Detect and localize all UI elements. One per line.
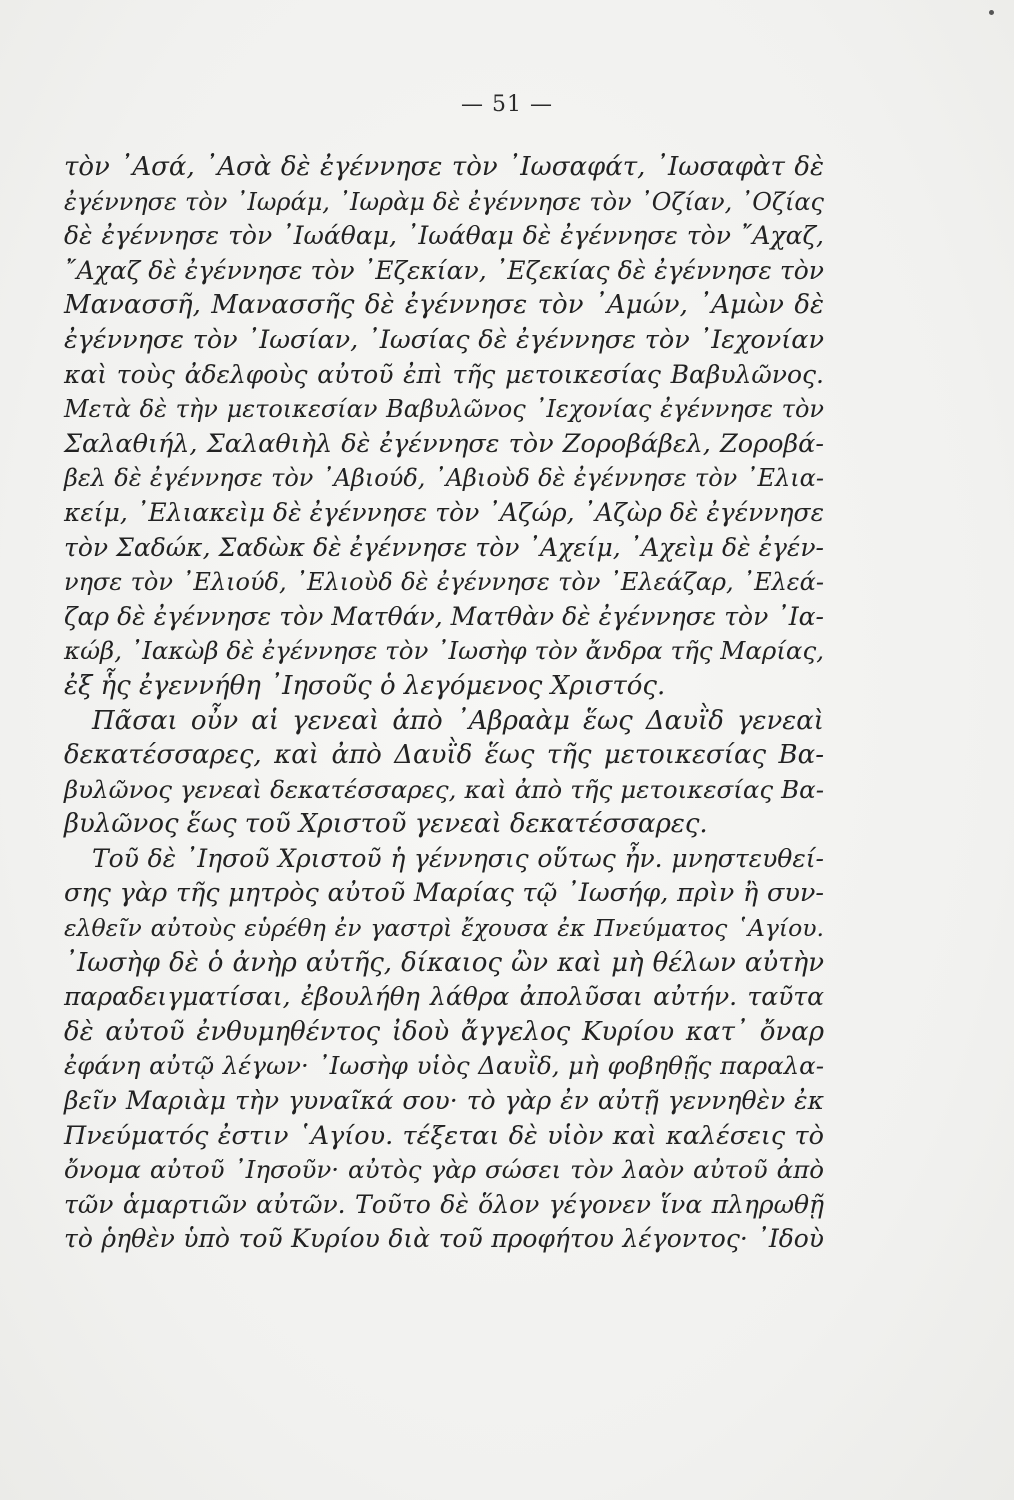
text-line: σης γὰρ τῆς μητρὸς αὐτοῦ Μαρίας τῷ ᾿Ιωσήφ, πρὶν ἢ συν- bbox=[64, 878, 824, 909]
text-line: βελ δὲ ἐγέννησε τὸν ᾿Αβιούδ, ᾿Αβιοὺδ δὲ ἐγέννησε τὸν ᾿Ελια- bbox=[64, 464, 824, 493]
text-line: τὸν Σαδώκ, Σαδὼκ δὲ ἐγέννησε τὸν ᾿Αχείμ, ᾿Αχεὶμ δὲ ἐγέν- bbox=[64, 532, 824, 562]
text-line: Σαλαθιήλ, Σαλαθιὴλ δὲ ἐγέννησε τὸν Ζοροβάβελ, Ζοροβά- bbox=[64, 428, 824, 459]
text-line: ἐξ ἧς ἐγεννήθη ᾿Ιησοῦς ὁ λεγόμενος Χριστός. bbox=[64, 670, 666, 701]
text-line: Πνεύματός ἐστιν ῾Αγίου. τέξεται δὲ υἱὸν καὶ καλέσεις τὸ bbox=[64, 1120, 824, 1151]
text-line: Πᾶσαι οὖν αἱ γενεαὶ ἀπὸ ᾿Αβραὰμ ἕως Δαυῒδ γενεαὶ bbox=[92, 705, 824, 736]
text-line: ἐγέννησε τὸν ᾿Ιωσίαν, ᾿Ιωσίας δὲ ἐγέννησε τὸν ᾿Ιεχονίαν bbox=[64, 324, 824, 355]
paper-speck bbox=[989, 10, 994, 15]
text-line: ελθεῖν αὐτοὺς εὑρέθη ἐν γαστρὶ ἔχουσα ἐκ Πνεύματος ῾Αγίου. bbox=[64, 914, 824, 943]
text-line: τὸν ᾿Ασά, ᾿Ασὰ δὲ ἐγέννησε τὸν ᾿Ιωσαφάτ, ᾿Ιωσαφὰτ δὲ bbox=[64, 152, 824, 182]
text-line: ζαρ δὲ ἐγέννησε τὸν Ματθάν, Ματθὰν δὲ ἐγέννησε τὸν ᾿Ια- bbox=[64, 601, 824, 631]
text-line: ἐγέννησε τὸν ᾿Ιωράμ, ᾿Ιωρὰμ δὲ ἐγέννησε τὸν ᾿Οζίαν, ᾿Οζίας bbox=[64, 187, 824, 216]
text-line: κείμ, ᾿Ελιακεὶμ δὲ ἐγέννησε τὸν ᾿Αζώρ, ᾿Αζὼρ δὲ ἐγέννησε bbox=[64, 497, 824, 527]
text-line: Μανασσῆ, Μανασσῆς δὲ ἐγέννησε τὸν ᾿Αμών, ᾿Αμὼν δὲ bbox=[64, 290, 824, 321]
text-line: βυλῶνος ἕως τοῦ Χριστοῦ γενεαὶ δεκατέσσαρες. bbox=[64, 809, 708, 840]
text-line: βεῖν Μαριὰμ τὴν γυναῖκά σου· τὸ γὰρ ἐν αὐτῇ γεννηθὲν ἐκ bbox=[64, 1086, 824, 1116]
text-line: ὄνομα αὐτοῦ ᾿Ιησοῦν· αὐτὸς γὰρ σώσει τὸν λαὸν αὐτοῦ ἀπὸ bbox=[64, 1155, 824, 1185]
text-line: ἐφάνη αὐτῷ λέγων· ᾿Ιωσὴφ υἱὸς Δαυῒδ, μὴ φοβηθῇς παραλα- bbox=[64, 1051, 824, 1081]
text-line: Μετὰ δὲ τὴν μετοικεσίαν Βαβυλῶνος ᾿Ιεχονίας ἐγέννησε τὸν bbox=[64, 395, 824, 424]
text-line: Τοῦ δὲ ᾿Ιησοῦ Χριστοῦ ἡ γέννησις οὕτως ἦν. μνηστευθεί- bbox=[92, 843, 824, 873]
text-line: ῎Αχαζ δὲ ἐγέννησε τὸν ᾿Εζεκίαν, ᾿Εζεκίας δὲ ἐγέννησε τὸν bbox=[64, 255, 824, 285]
text-line: δεκατέσσαρες, καὶ ἀπὸ Δαυῒδ ἕως τῆς μετοικεσίας Βα- bbox=[64, 740, 824, 771]
text-line: ᾿Ιωσὴφ δὲ ὁ ἀνὴρ αὐτῆς, δίκαιος ὢν καὶ μὴ θέλων αὐτὴν bbox=[64, 947, 824, 978]
text-line: νησε τὸν ᾿Ελιούδ, ᾿Ελιοὺδ δὲ ἐγέννησε τὸν ᾿Ελεάζαρ, ᾿Ελεά- bbox=[64, 568, 824, 597]
text-line: δὲ ἐγέννησε τὸν ᾿Ιωάθαμ, ᾿Ιωάθαμ δὲ ἐγέννησε τὸν ῎Αχαζ, bbox=[64, 221, 824, 251]
text-line: κώβ, ᾿Ιακὼβ δὲ ἐγέννησε τὸν ᾿Ιωσὴφ τὸν ἄνδρα τῆς Μαρίας, bbox=[64, 636, 824, 666]
text-line: καὶ τοὺς ἀδελφοὺς αὐτοῦ ἐπὶ τῆς μετοικεσίας Βαβυλῶνος. bbox=[64, 359, 824, 389]
text-line: βυλῶνος γενεαὶ δεκατέσσαρες, καὶ ἀπὸ τῆς μετοικεσίας Βα- bbox=[64, 774, 824, 804]
text-line: δὲ αὐτοῦ ἐνθυμηθέντος ἰδοὺ ἄγγελος Κυρίου κατ᾿ ὄναρ bbox=[64, 1016, 824, 1047]
text-line: τῶν ἁμαρτιῶν αὐτῶν. Τοῦτο δὲ ὅλον γέγονεν ἵνα πληρωθῇ bbox=[64, 1189, 824, 1219]
text-line: τὸ ῥηθὲν ὑπὸ τοῦ Κυρίου διὰ τοῦ προφήτου λέγοντος· ᾿Ιδοὺ bbox=[64, 1224, 824, 1254]
page-number: — 51 — bbox=[461, 92, 553, 117]
body-text bbox=[64, 150, 824, 1257]
text-line: παραδειγματίσαι, ἐβουλήθη λάθρα ἀπολῦσαι αὐτήν. ταῦτα bbox=[64, 982, 824, 1012]
